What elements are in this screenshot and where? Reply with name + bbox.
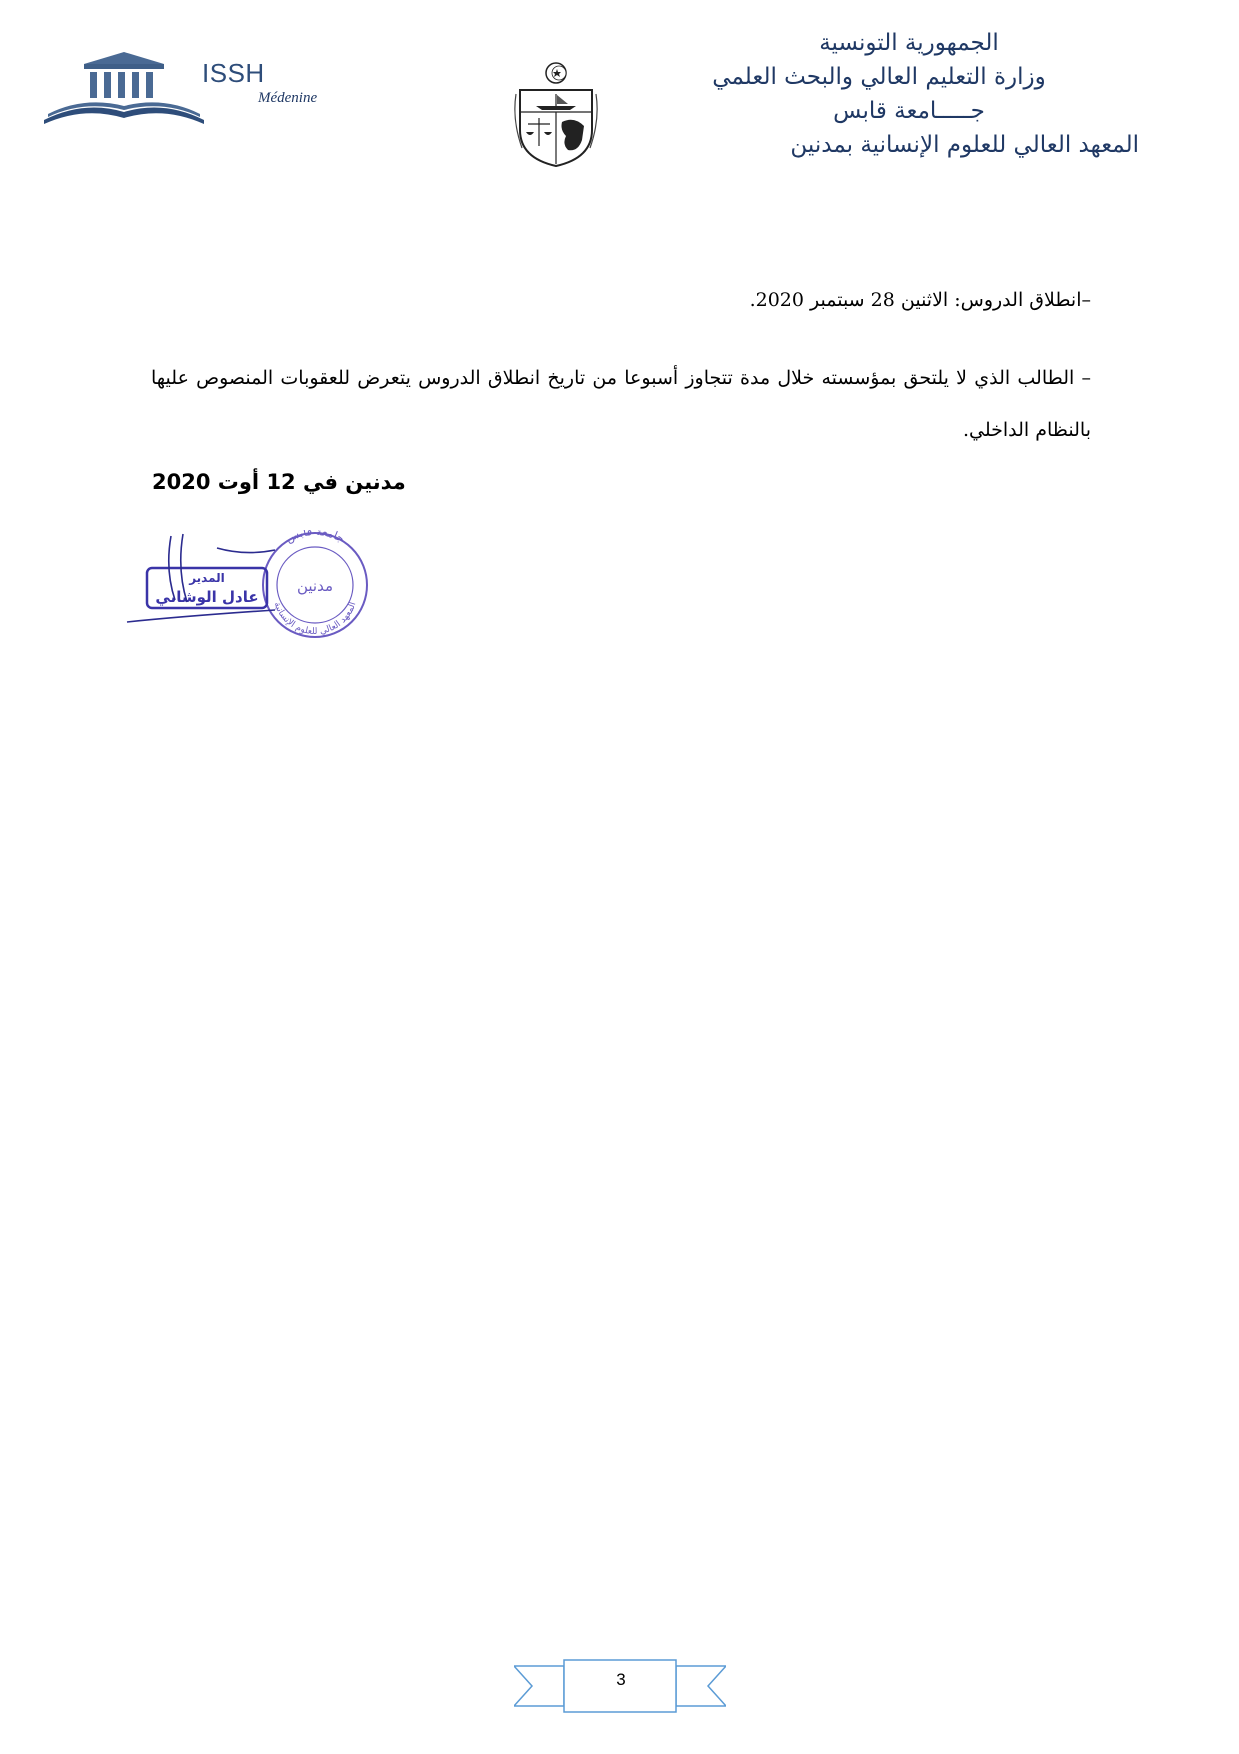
issh-logo <box>44 50 318 125</box>
library-book-icon <box>44 50 204 125</box>
paragraph-classes-start: –انطلاق الدروس: الاثنين 28 سبتمبر 2020. <box>749 289 1091 311</box>
header-institute: المعهد العالي للعلوم الإنسانية بمدنين <box>790 132 1139 158</box>
tunisia-coat-of-arms-icon <box>512 60 600 170</box>
header-country: الجمهورية التونسية <box>819 30 999 56</box>
paragraph-late-students: – الطالب الذي لا يلتحق بمؤسسته خلال مدة تتجاوز أسبوعا من تاريخ انطلاق الدروس يتعرض للعقوبات المنصوص عليها بالنظام الداخلي. <box>151 367 1091 441</box>
stamp-city: مدنين <box>296 577 334 595</box>
header-ministry: وزارة التعليم العالي والبحث العلمي <box>712 64 1046 90</box>
official-stamp <box>125 530 375 640</box>
page-number: 3 <box>616 1670 626 1689</box>
document-header <box>619 26 1139 162</box>
date-line: مدنين في 12 أوت 2020 <box>152 470 406 494</box>
logo-subtitle: Médenine <box>258 90 318 106</box>
header-university: جـــــامعة قابس <box>833 98 985 124</box>
logo-name: ISSH <box>202 58 265 88</box>
stamp-inner-text: المعهد العالي للعلوم الإنسانية <box>271 600 359 638</box>
svg-text:المعهد العالي للعلوم الإنسانية <box>272 601 359 637</box>
svg-text:جامعة قابس <box>284 530 347 545</box>
signature-name: عادل الوشاني <box>155 588 259 606</box>
signature-title: المدير <box>189 571 225 585</box>
stamp-outer-text: جامعة قابس <box>283 530 347 546</box>
